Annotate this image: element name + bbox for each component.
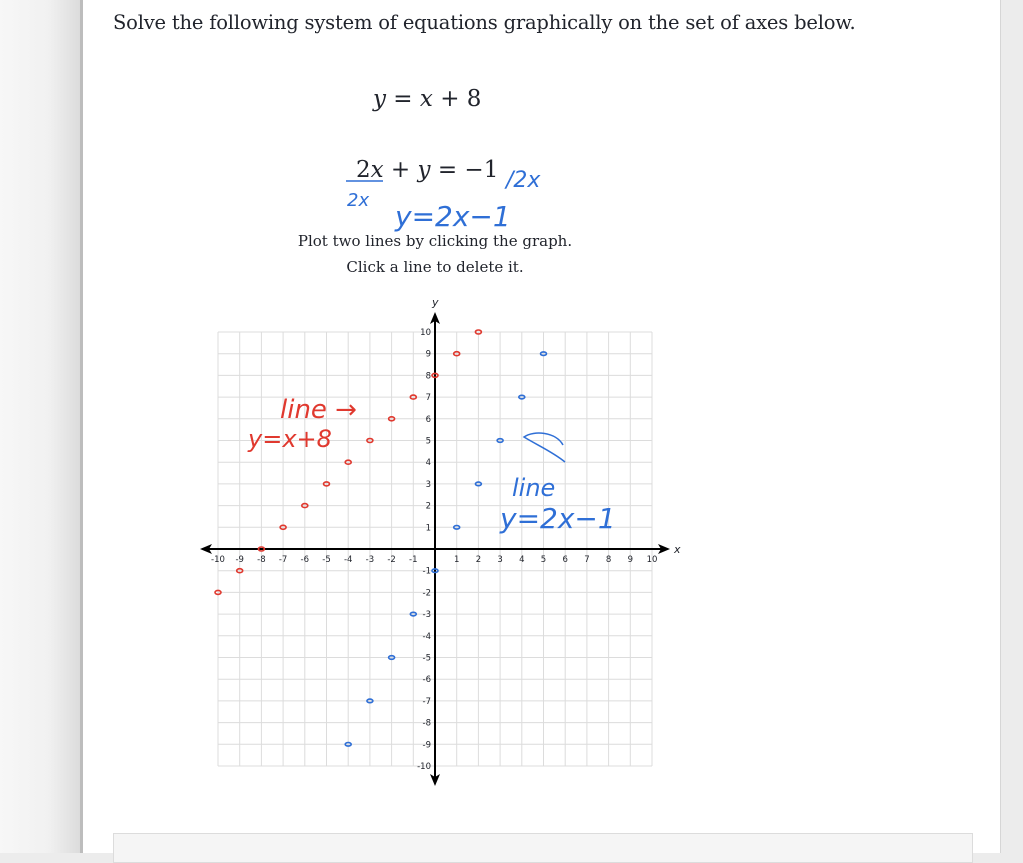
red-note-equation: y=x+8	[248, 425, 332, 453]
x-axis-label: x	[674, 543, 681, 556]
equation-1: y = x + 8	[373, 86, 482, 112]
y-tick-label: 3	[425, 479, 431, 490]
x-tick-label: 6	[562, 555, 568, 565]
x-tick-label: -4	[343, 555, 353, 565]
x-tick-label: 3	[497, 555, 503, 565]
problem-prompt: Solve the following system of equations graphically on the set of axes below.	[113, 11, 856, 34]
y-tick-label: 5	[425, 436, 431, 447]
y-tick-label: 2	[425, 501, 431, 512]
y-tick-label: -7	[422, 696, 431, 707]
y-tick-label: -9	[422, 740, 431, 751]
x-tick-label: 4	[519, 555, 525, 565]
y-tick-label: -10	[417, 762, 431, 772]
scratch-2x: 2x	[347, 190, 370, 211]
y-tick-label: -8	[422, 718, 431, 729]
x-tick-label: -3	[365, 555, 375, 565]
y-tick-label: 1	[425, 523, 431, 534]
coordinate-graph[interactable]	[190, 290, 690, 800]
x-tick-label: 1	[453, 555, 460, 565]
x-tick-label: 7	[584, 555, 590, 565]
x-tick-label: 2	[475, 555, 482, 565]
left-margin	[0, 0, 80, 853]
axes	[200, 312, 670, 786]
answer-area[interactable]	[113, 833, 973, 863]
y-tick-label: -6	[422, 675, 431, 686]
blue-note-line: line	[512, 474, 556, 502]
y-tick-label: -4	[422, 631, 431, 642]
graph-instruction: Plot two lines by clicking the graph.	[297, 232, 573, 250]
y-tick-label: 6	[425, 414, 431, 425]
blue-note-equation: y=2x−1	[500, 502, 616, 535]
y-tick-label: 8	[425, 371, 431, 382]
y-tick-label: 10	[420, 328, 431, 338]
y-tick-label: -2	[422, 588, 431, 599]
y-tick-label: -5	[422, 653, 431, 664]
x-tick-label: -5	[322, 555, 331, 565]
x-tick-label: 9	[627, 555, 634, 565]
x-tick-label: -9	[235, 555, 244, 565]
equation-2: 2x + y = −1	[356, 157, 499, 183]
y-tick-label: 4	[425, 458, 431, 469]
x-tick-label: 10	[646, 555, 658, 565]
y-tick-label: 7	[425, 393, 431, 404]
graph-delete-instruction: Click a line to delete it.	[346, 258, 524, 276]
x-tick-label: -1	[409, 555, 418, 565]
x-tick-label: -7	[278, 555, 288, 565]
x-tick-label: 5	[540, 555, 547, 565]
x-tick-label: -6	[300, 555, 310, 565]
scratch-divide: /2x	[506, 168, 541, 193]
x-tick-label: 8	[605, 555, 612, 565]
y-tick-label: 9	[425, 349, 431, 360]
x-tick-label: -2	[387, 555, 396, 565]
red-note-line: line →	[280, 395, 357, 425]
scratch-rewrite: y=2x−1	[395, 200, 511, 233]
y-tick-label: -3	[422, 610, 431, 621]
x-tick-label: -10	[211, 555, 225, 565]
y-tick-label: -1	[422, 566, 431, 577]
x-tick-label: -8	[257, 555, 266, 565]
y-axis-label: y	[432, 296, 439, 309]
